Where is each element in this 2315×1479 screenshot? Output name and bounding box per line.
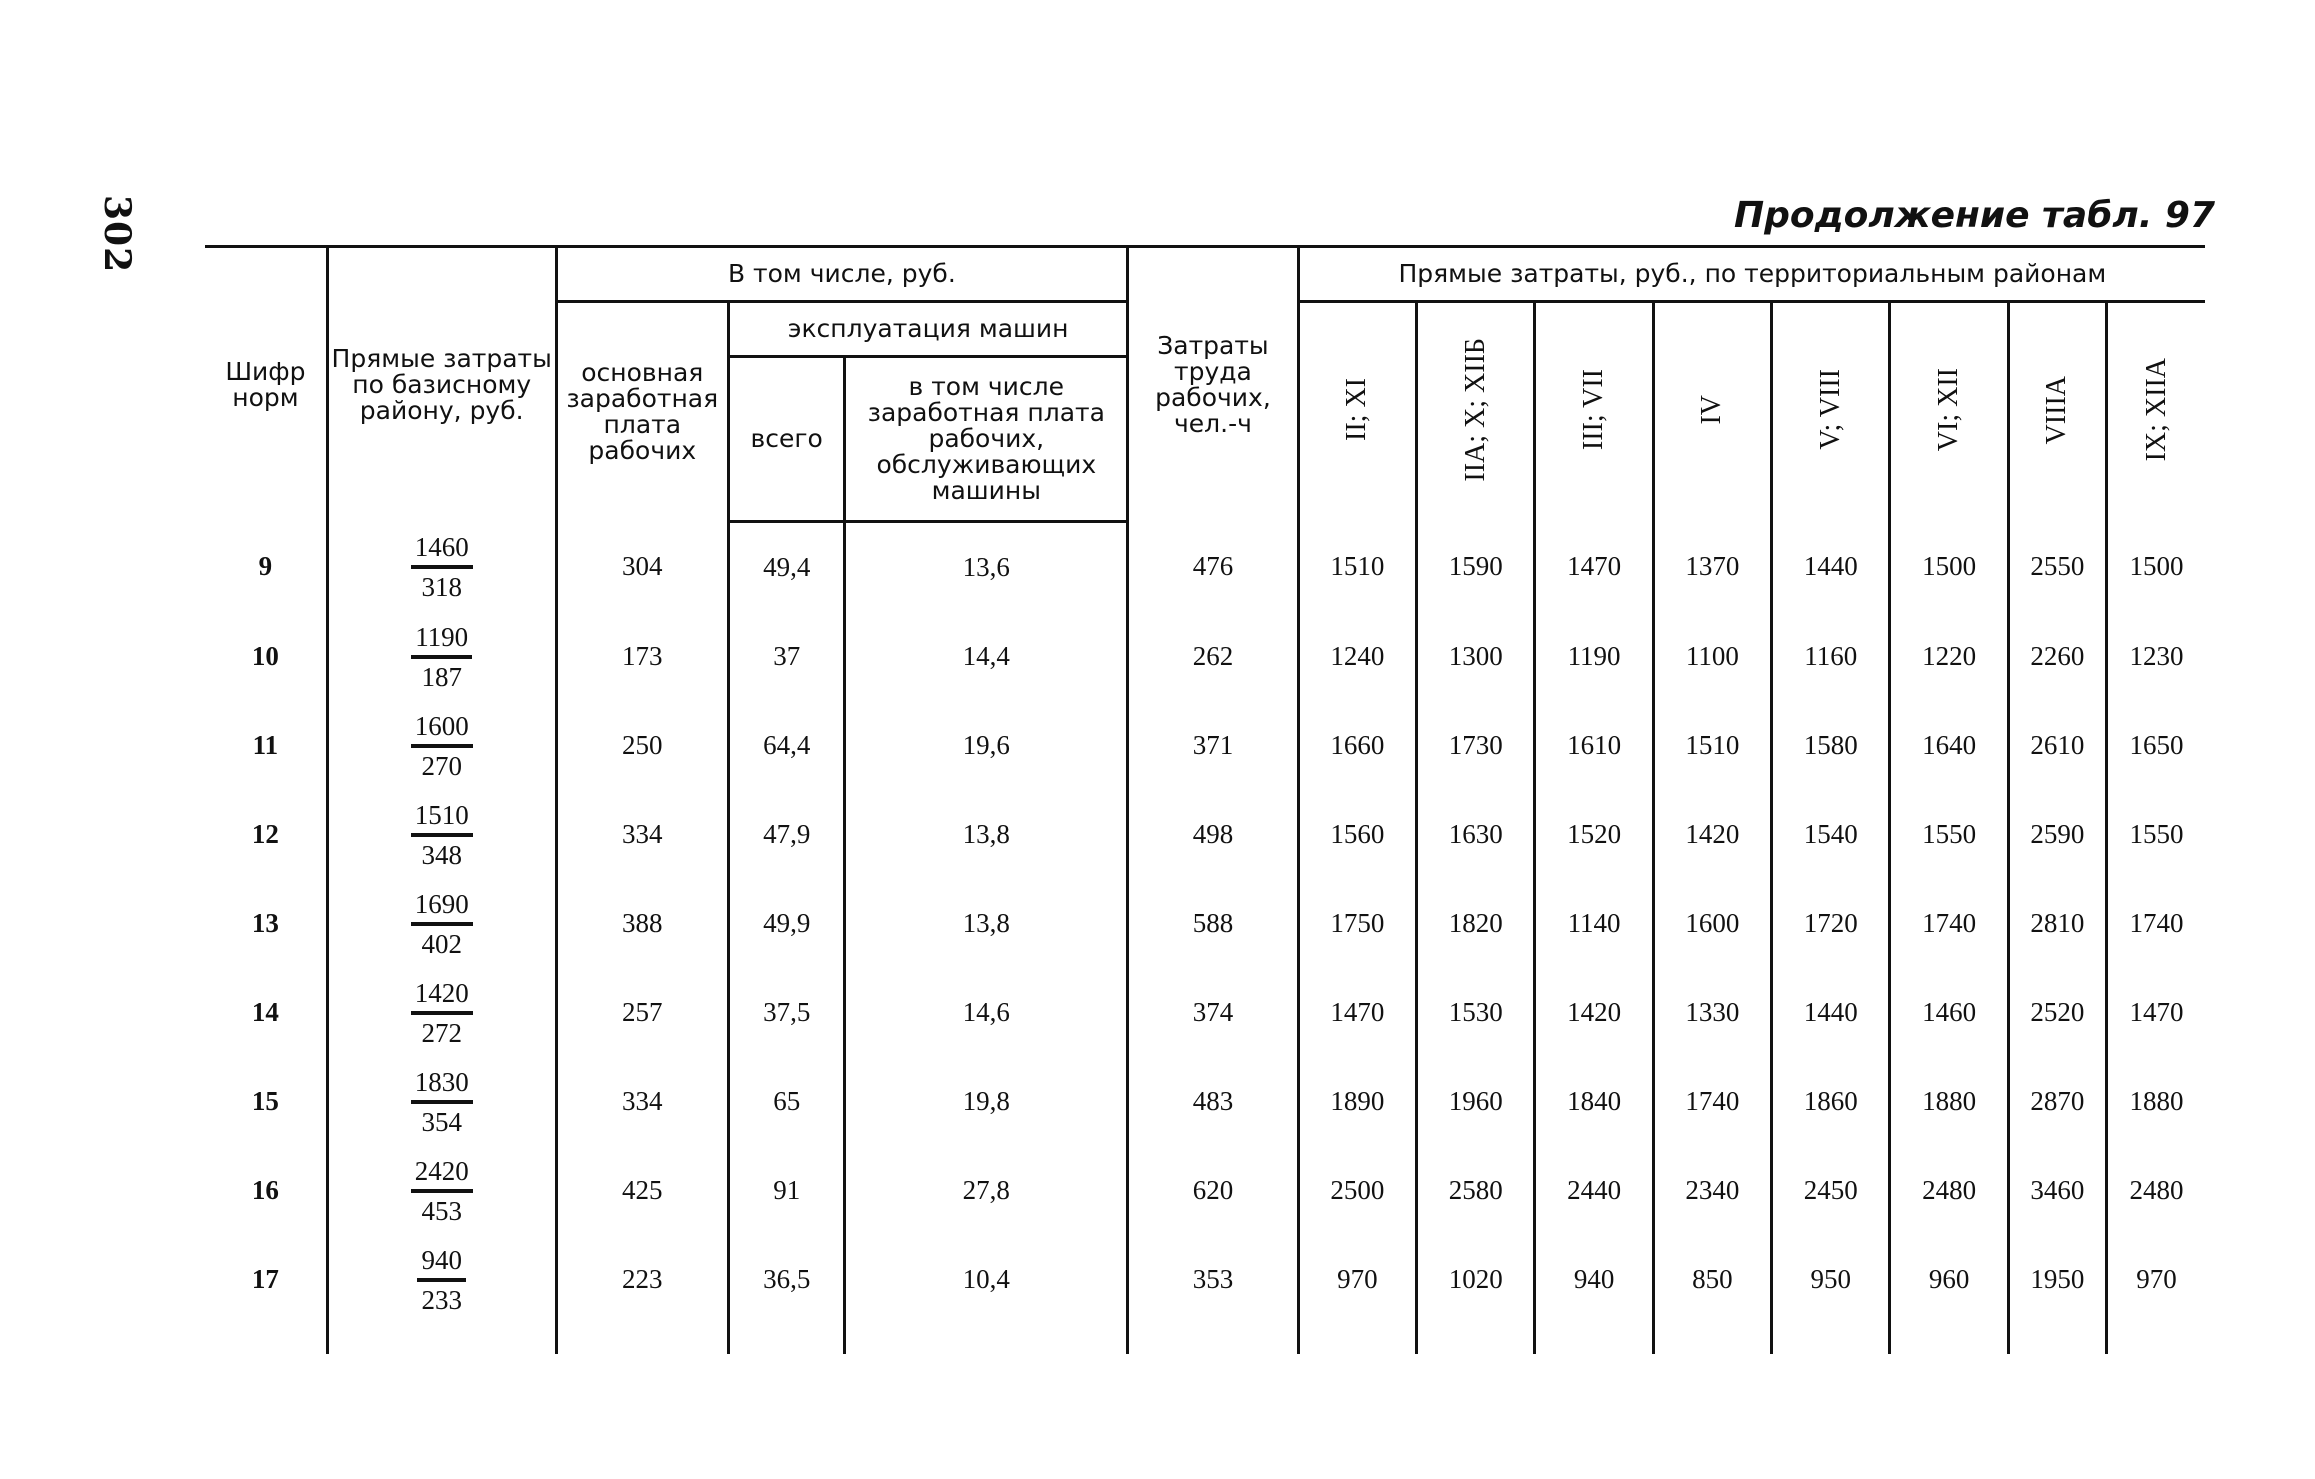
region-cost-cell: 2520 [2008, 968, 2106, 1057]
direct-base-fraction [411, 619, 472, 695]
region-cost-cell: 1470 [1298, 968, 1416, 1057]
direct-base-fraction [411, 886, 473, 962]
cipher-cell: 17 [251, 1264, 279, 1294]
base-wage-cell: 250 [556, 701, 729, 790]
machine-total-cell: 47,9 [729, 790, 845, 879]
header-region-7: VIIIА [2041, 375, 2073, 444]
region-cost-cell: 970 [1298, 1235, 1416, 1354]
region-cost-cell: 1140 [1535, 879, 1653, 968]
table-row [205, 701, 2205, 790]
region-cost-cell: 1660 [1298, 701, 1416, 790]
direct-base-fraction [417, 1242, 466, 1318]
base-wage-cell: 388 [556, 879, 729, 968]
labor-cell: 353 [1128, 1235, 1299, 1354]
region-cost-cell: 1500 [1890, 522, 2008, 613]
cipher-cell: 11 [252, 730, 279, 760]
region-cost-cell: 2590 [2008, 790, 2106, 879]
table-body [205, 522, 2205, 1355]
region-cost-cell: 1300 [1417, 612, 1535, 701]
region-cost-cell: 1440 [1772, 522, 1890, 613]
header-region-2: IIА; X; XIIБ [1459, 337, 1491, 482]
direct-base-cell [327, 612, 556, 701]
table-row [205, 522, 2205, 613]
region-cost-cell: 1550 [1890, 790, 2008, 879]
direct-base-numerator: 1190 [411, 619, 472, 659]
region-cost-cell: 1240 [1298, 612, 1416, 701]
machine-total-cell: 91 [729, 1146, 845, 1235]
region-cost-cell: 970 [2107, 1235, 2205, 1354]
region-cost-cell: 2440 [1535, 1146, 1653, 1235]
machine-total-cell: 65 [729, 1057, 845, 1146]
machine-wage-cell: 14,6 [845, 968, 1128, 1057]
region-cost-cell: 1530 [1417, 968, 1535, 1057]
region-cost-cell: 1440 [1772, 968, 1890, 1057]
cipher-cell: 13 [251, 908, 279, 938]
region-cost-cell: 2480 [1890, 1146, 2008, 1235]
machine-wage-cell: 13,8 [845, 879, 1128, 968]
region-cost-cell: 1560 [1298, 790, 1416, 879]
labor-cell: 588 [1128, 879, 1299, 968]
machine-total-cell: 64,4 [729, 701, 845, 790]
region-cost-cell: 1640 [1890, 701, 2008, 790]
direct-base-numerator: 1690 [411, 886, 473, 926]
header-labor: Затраты труда рабочих, чел.-ч [1128, 247, 1299, 522]
region-cost-cell: 2810 [2008, 879, 2106, 968]
direct-base-denominator: 402 [421, 928, 462, 959]
region-cost-cell: 1960 [1417, 1057, 1535, 1146]
labor-cell: 476 [1128, 522, 1299, 613]
labor-cell: 371 [1128, 701, 1299, 790]
cipher-cell: 12 [251, 819, 279, 849]
machine-total-cell: 36,5 [729, 1235, 845, 1354]
page-number: 302 [96, 195, 138, 274]
header-machine-group: эксплуатация машин [729, 302, 1128, 357]
region-cost-cell: 1460 [1890, 968, 2008, 1057]
direct-base-fraction [411, 797, 473, 873]
region-cost-cell: 1880 [2107, 1057, 2205, 1146]
region-cost-cell: 1880 [1890, 1057, 2008, 1146]
labor-cell: 374 [1128, 968, 1299, 1057]
direct-base-denominator: 453 [421, 1195, 462, 1226]
header-direct-base: Прямые затраты по базисному району, руб. [327, 247, 556, 522]
cipher-cell: 9 [258, 551, 273, 582]
direct-base-fraction [411, 1064, 473, 1140]
direct-base-denominator: 187 [421, 661, 462, 692]
region-cost-cell: 2550 [2008, 522, 2106, 613]
direct-base-numerator: 940 [417, 1242, 466, 1282]
region-cost-cell: 2450 [1772, 1146, 1890, 1235]
table-row [205, 1146, 2205, 1235]
region-cost-cell: 1470 [2107, 968, 2205, 1057]
labor-cell: 262 [1128, 612, 1299, 701]
region-cost-cell: 1190 [1535, 612, 1653, 701]
region-cost-cell: 1740 [2107, 879, 2205, 968]
region-cost-cell: 1750 [1298, 879, 1416, 968]
direct-base-denominator: 348 [421, 839, 462, 870]
machine-total-cell: 37 [729, 612, 845, 701]
header-base-wage: основная заработная плата рабочих [556, 302, 729, 522]
header-region-4: IV [1696, 394, 1728, 425]
direct-base-fraction [411, 708, 473, 784]
region-cost-cell: 1740 [1890, 879, 2008, 968]
region-cost-cell: 1100 [1653, 612, 1771, 701]
region-cost-cell: 1420 [1653, 790, 1771, 879]
region-cost-cell: 1470 [1535, 522, 1653, 613]
region-cost-cell: 1510 [1653, 701, 1771, 790]
region-cost-cell: 1020 [1417, 1235, 1535, 1354]
labor-cell: 498 [1128, 790, 1299, 879]
table-row [205, 1235, 2205, 1354]
header-machine-wage: в том числе заработная плата рабочих, обслуживающих машины [845, 357, 1128, 522]
region-cost-cell: 2500 [1298, 1146, 1416, 1235]
region-cost-cell: 3460 [2008, 1146, 2106, 1235]
table-row [205, 1057, 2205, 1146]
header-cipher: Шифр норм [205, 247, 327, 522]
machine-total-cell: 49,9 [729, 879, 845, 968]
cipher-cell: 15 [251, 1086, 279, 1116]
direct-base-numerator: 1420 [411, 975, 473, 1015]
direct-base-cell [327, 879, 556, 968]
machine-wage-cell: 14,4 [845, 612, 1128, 701]
region-cost-cell: 1610 [1535, 701, 1653, 790]
cipher-cell: 10 [251, 641, 279, 671]
machine-wage-cell: 10,4 [845, 1235, 1128, 1354]
region-cost-cell: 1890 [1298, 1057, 1416, 1146]
region-cost-cell: 1580 [1772, 701, 1890, 790]
region-cost-cell: 1330 [1653, 968, 1771, 1057]
direct-base-denominator: 270 [421, 750, 462, 781]
direct-base-fraction [411, 975, 473, 1051]
direct-base-denominator: 318 [421, 571, 462, 602]
region-cost-cell: 1370 [1653, 522, 1771, 613]
table-row [205, 612, 2205, 701]
region-cost-cell: 2260 [2008, 612, 2106, 701]
base-wage-cell: 257 [556, 968, 729, 1057]
region-cost-cell: 1420 [1535, 968, 1653, 1057]
direct-base-cell [327, 522, 556, 613]
region-cost-cell: 1520 [1535, 790, 1653, 879]
direct-base-fraction [411, 529, 473, 605]
direct-base-numerator: 1510 [411, 797, 473, 837]
direct-base-numerator: 1460 [411, 529, 473, 569]
continued-label: Продолжение табл. 97 [1733, 195, 2215, 236]
direct-base-cell [327, 968, 556, 1057]
region-cost-cell: 1950 [2008, 1235, 2106, 1354]
region-cost-cell: 2480 [2107, 1146, 2205, 1235]
direct-base-cell [327, 701, 556, 790]
machine-wage-cell: 27,8 [845, 1146, 1128, 1235]
region-cost-cell: 1600 [1653, 879, 1771, 968]
machine-wage-cell: 13,8 [845, 790, 1128, 879]
region-cost-cell: 1540 [1772, 790, 1890, 879]
region-cost-cell: 2340 [1653, 1146, 1771, 1235]
region-cost-cell: 850 [1653, 1235, 1771, 1354]
machine-wage-cell: 19,8 [845, 1057, 1128, 1146]
header-region-1: II; XI [1341, 378, 1373, 442]
header-regions-group: Прямые затраты, руб., по территориальным районам [1298, 247, 2205, 302]
base-wage-cell: 304 [556, 522, 729, 613]
region-cost-cell: 1740 [1653, 1057, 1771, 1146]
header-region-6: VI; XII [1933, 368, 1965, 452]
header-region-5: V; VIII [1814, 369, 1846, 451]
region-cost-cell: 1820 [1417, 879, 1535, 968]
direct-base-cell [327, 1057, 556, 1146]
region-cost-cell: 1500 [2107, 522, 2205, 613]
direct-base-denominator: 272 [421, 1017, 462, 1048]
machine-total-cell: 49,4 [729, 522, 845, 613]
direct-base-denominator: 233 [421, 1284, 462, 1315]
machine-wage-cell: 19,6 [845, 701, 1128, 790]
region-cost-cell: 2870 [2008, 1057, 2106, 1146]
region-cost-cell: 960 [1890, 1235, 2008, 1354]
region-cost-cell: 1630 [1417, 790, 1535, 879]
header-region-3: III; VII [1578, 369, 1610, 451]
region-cost-cell: 1550 [2107, 790, 2205, 879]
region-cost-cell: 950 [1772, 1235, 1890, 1354]
direct-base-cell [327, 790, 556, 879]
region-cost-cell: 1860 [1772, 1057, 1890, 1146]
direct-base-cell [327, 1146, 556, 1235]
direct-base-cell [327, 1235, 556, 1354]
table-row [205, 879, 2205, 968]
region-cost-cell: 1510 [1298, 522, 1416, 613]
cost-table [205, 245, 2205, 1354]
region-cost-cell: 1730 [1417, 701, 1535, 790]
region-cost-cell: 1840 [1535, 1057, 1653, 1146]
base-wage-cell: 334 [556, 790, 729, 879]
direct-base-numerator: 2420 [411, 1153, 473, 1193]
region-cost-cell: 1230 [2107, 612, 2205, 701]
base-wage-cell: 173 [556, 612, 729, 701]
base-wage-cell: 425 [556, 1146, 729, 1235]
header-machine-total: всего [729, 357, 845, 522]
labor-cell: 620 [1128, 1146, 1299, 1235]
direct-base-numerator: 1830 [411, 1064, 473, 1104]
table-row [205, 790, 2205, 879]
base-wage-cell: 334 [556, 1057, 729, 1146]
region-cost-cell: 2580 [1417, 1146, 1535, 1235]
cipher-cell: 14 [251, 997, 279, 1027]
table-row [205, 968, 2205, 1057]
base-wage-cell: 223 [556, 1235, 729, 1354]
machine-wage-cell: 13,6 [845, 522, 1128, 613]
region-cost-cell: 1720 [1772, 879, 1890, 968]
region-cost-cell: 1590 [1417, 522, 1535, 613]
region-cost-cell: 2610 [2008, 701, 2106, 790]
header-including-group: В том числе, руб. [556, 247, 1128, 302]
machine-total-cell: 37,5 [729, 968, 845, 1057]
direct-base-fraction [411, 1153, 473, 1229]
labor-cell: 483 [1128, 1057, 1299, 1146]
cipher-cell: 16 [251, 1175, 279, 1205]
region-cost-cell: 1160 [1772, 612, 1890, 701]
direct-base-denominator: 354 [421, 1106, 462, 1137]
direct-base-numerator: 1600 [411, 708, 473, 748]
header-region-8: IX; XIIА [2140, 358, 2172, 462]
region-cost-cell: 1650 [2107, 701, 2205, 790]
region-cost-cell: 940 [1535, 1235, 1653, 1354]
region-cost-cell: 1220 [1890, 612, 2008, 701]
